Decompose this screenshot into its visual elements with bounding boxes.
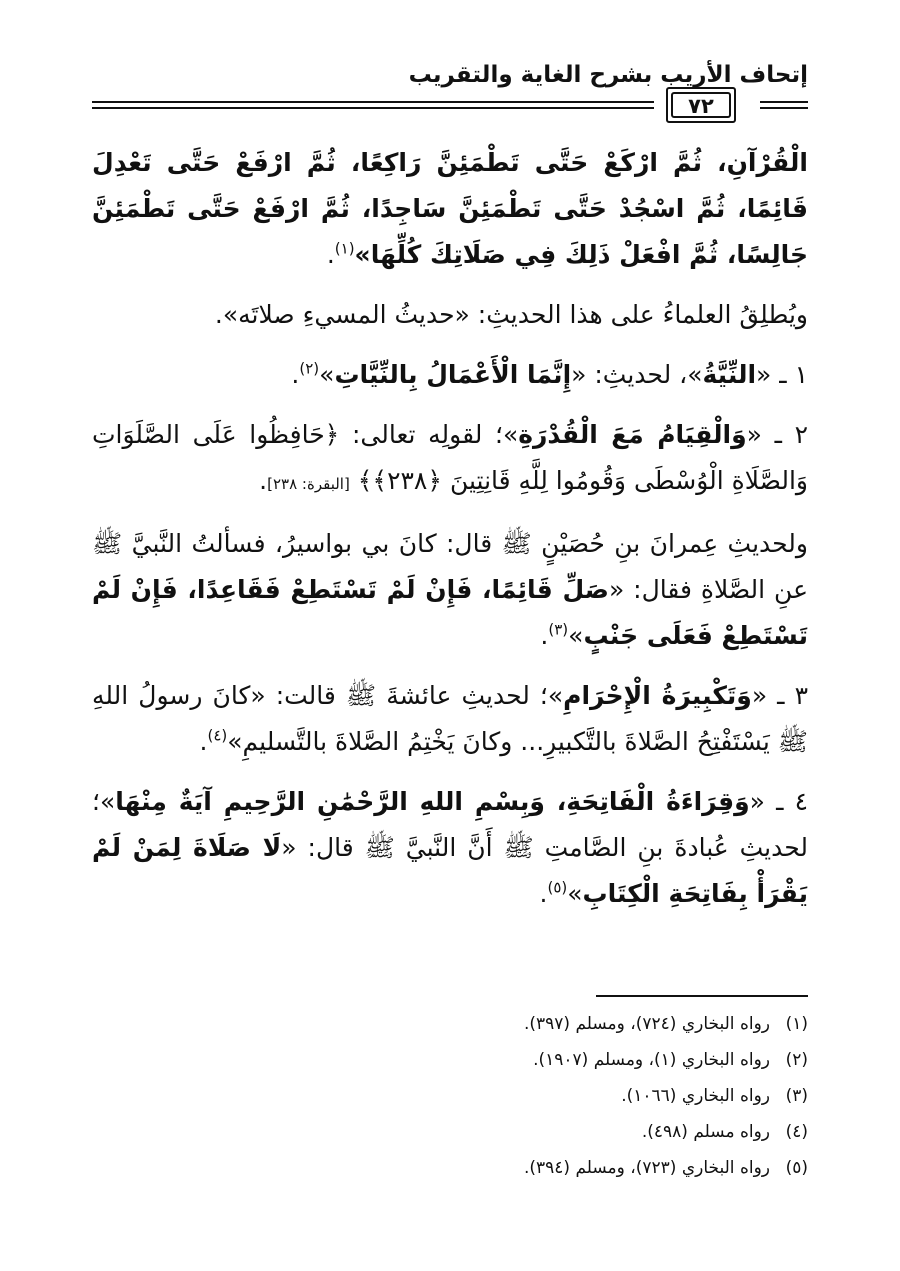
footnotes — [92, 1006, 808, 1186]
paragraph-hadith-continuation — [92, 140, 808, 278]
footnote-item — [92, 1150, 808, 1186]
paragraph-imran-hadith — [92, 521, 808, 659]
hadith-text: الْقُرْآنِ، ثُمَّ ارْكَعْ حَتَّى تَطْمَئِنَّ رَاكِعًا، ثُمَّ ارْفَعْ حَتَّى تَعْدِلَ قَائِمًا، ثُمَّ اسْجُدْ حَتَّى تَطْمَئِنَّ سَاجِدًا، ثُمَّ ارْفَعْ حَتَّى تَطْمَئِنَّ جَالِسًا، ثُمَّ افْعَلْ ذَلِكَ فِي صَلَاتِكَ كُلِّهَا» — [92, 148, 808, 269]
item-heading: وَقِرَاءَةُ الْفَاتِحَةِ، وَبِسْمِ اللهِ الرَّحْمَٰنِ الرَّحِيمِ آيَةٌ مِنْهَا — [115, 787, 750, 816]
footnote-text: رواه مسلم (٤٩٨). — [641, 1122, 770, 1142]
punctuation: . — [540, 621, 549, 650]
main-text — [92, 140, 808, 931]
paragraph-text: ويُطلِقُ العلماءُ على هذا الحديثِ: «حديثُ المسيءِ صلاتَه». — [214, 300, 808, 329]
hadith-text: صَلِّ قَائِمًا، فَإِنْ لَمْ تَسْتَطِعْ فَقَاعِدًا، فَإِنْ لَمْ تَسْتَطِعْ فَعَلَى جَنْبٍ — [92, 575, 808, 650]
quran-verse: ﴿حَافِظُوا عَلَى الصَّلَوَاتِ وَالصَّلَاةِ الْوُسْطَى وَقُومُوا لِلَّهِ قَانِتِينَ ﴿٢٣٨﴾﴾ — [92, 420, 808, 495]
footnote-item — [92, 1114, 808, 1150]
paragraph-scholars-note — [92, 292, 808, 338]
footnote-marker: (٣) — [548, 620, 569, 639]
quote-close: » — [567, 879, 583, 908]
item-text: »، لحديثِ: « — [571, 360, 703, 389]
footnote-item — [92, 1078, 808, 1114]
item-prefix: ١ ـ « — [756, 360, 808, 389]
item-heading: وَتَكْبِيرَةُ الْإِحْرَامِ — [563, 681, 752, 710]
footnote-number: (٢) — [785, 1050, 808, 1070]
footnote-number: (٣) — [785, 1086, 808, 1106]
footnote-text: رواه البخاري (١)، ومسلم (١٩٠٧). — [533, 1050, 770, 1070]
paragraph-text: ولحديثِ عِمرانَ بنِ حُصَيْنٍ ﷺ قال: كانَ بي بواسيرُ، فسألتُ النَّبيَّ ﷺ عنِ الصَّلاةِ فقال: « — [92, 529, 808, 604]
punctuation: . — [291, 360, 300, 389]
quote-close: » — [319, 360, 335, 389]
footnote-text: رواه البخاري (١٠٦٦). — [621, 1086, 770, 1106]
quote-close: » — [568, 621, 584, 650]
paragraph-item-4 — [92, 779, 808, 917]
punctuation: . — [539, 879, 548, 908]
page-number-box — [666, 87, 736, 123]
header-rule-left — [92, 101, 654, 109]
item-prefix: ٤ ـ « — [749, 787, 809, 816]
hadith-text: إِنَّمَا الْأَعْمَالُ بِالنِّيَّاتِ — [334, 360, 572, 389]
footnote-text: رواه البخاري (٧٢٣)، ومسلم (٣٩٤). — [523, 1158, 770, 1178]
item-prefix: ٣ ـ « — [751, 681, 808, 710]
punctuation: . — [259, 466, 268, 495]
item-text: »؛ لقولِه تعالى: — [339, 420, 519, 449]
footnote-text: رواه البخاري (٧٢٤)، ومسلم (٣٩٧). — [523, 1014, 770, 1034]
item-heading: وَالْقِيَامُ مَعَ الْقُدْرَةِ — [518, 420, 747, 449]
header-rule — [92, 87, 808, 127]
footnote-item — [92, 1006, 808, 1042]
footnote-marker: (١) — [334, 239, 355, 258]
running-header-title: إتحاف الأريب بشرح الغاية والتقريب — [408, 62, 808, 88]
item-text: »؛ لحديثِ عائشةَ ﷺ قالت: «كانَ رسولُ اللهِ ﷺ يَسْتَفْتِحُ الصَّلاةَ بالتَّكبيرِ... وكانَ يَخْتِمُ الصَّلاةَ بالتَّسليمِ» — [92, 681, 808, 756]
footnote-item — [92, 1042, 808, 1078]
footnote-number: (٤) — [785, 1122, 808, 1142]
footnote-separator — [596, 995, 808, 997]
verse-reference: [البقرة: ٢٣٨] — [267, 475, 350, 493]
header-rule-right — [760, 101, 808, 109]
item-prefix: ٢ ـ « — [746, 420, 808, 449]
footnote-number: (٥) — [785, 1158, 808, 1178]
footnote-marker: (٤) — [207, 726, 228, 745]
punctuation: . — [326, 240, 335, 269]
hadith-text: لَا صَلَاةَ لِمَنْ لَمْ يَقْرَأْ بِفَاتِحَةِ الْكِتَابِ — [92, 833, 808, 908]
paragraph-item-2 — [92, 412, 808, 507]
punctuation: . — [199, 727, 208, 756]
footnote-number: (١) — [785, 1014, 808, 1034]
item-heading: النِّيَّةُ — [702, 360, 757, 389]
item-text: »؛ لحديثِ عُبادةَ بنِ الصَّامتِ ﷺ أَنَّ النَّبيَّ ﷺ قال: « — [92, 787, 808, 862]
paragraph-item-3 — [92, 673, 808, 765]
footnote-marker: (٢) — [299, 359, 320, 378]
footnote-marker: (٥) — [547, 878, 568, 897]
paragraph-item-1 — [92, 352, 808, 398]
page-number: ٧٢ — [671, 92, 731, 118]
